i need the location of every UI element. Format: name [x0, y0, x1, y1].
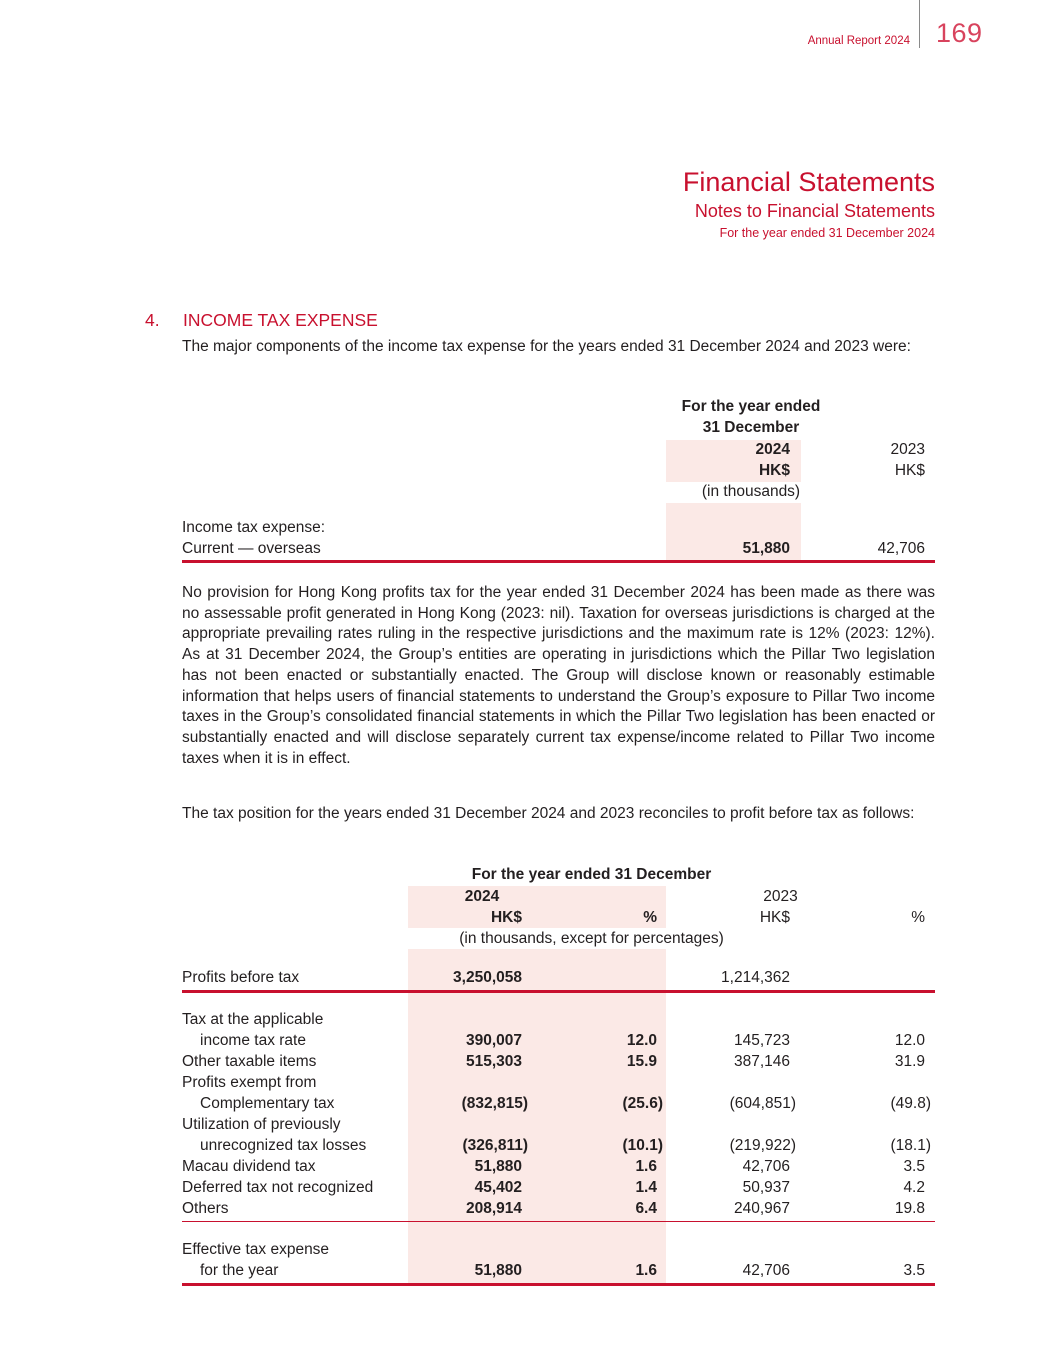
t2-total-label: Effective tax expense	[182, 1241, 330, 1258]
header-divider	[919, 0, 920, 48]
t2-row-label: Utilization of previously	[182, 1116, 341, 1133]
t1-row-label: Income tax expense:	[182, 519, 326, 536]
t2-row-2023-pct: (18.1)	[890, 1137, 931, 1154]
t1-row-value-2023: 42,706	[877, 540, 925, 557]
t2-row-2024: 390,007	[465, 1032, 522, 1049]
t2-row-2023: 50,937	[742, 1179, 790, 1196]
t2-row-2024-pct: (25.6)	[622, 1095, 663, 1112]
t2-row-2023: (604,851)	[729, 1095, 796, 1112]
t2-col-2023-hk: HK$	[759, 909, 790, 926]
page-header	[0, 0, 1055, 60]
t2-row-2023: 42,706	[742, 1158, 790, 1175]
t2-row-label: Profits exempt from	[182, 1074, 317, 1091]
t1-col-2023-year: 2023	[890, 441, 925, 458]
page-number: 169	[936, 18, 983, 48]
t2-row-2023-pct: 3.5	[903, 1158, 925, 1175]
t2-row-2024-pct: 15.9	[626, 1053, 657, 1070]
report-label: Annual Report 2024	[807, 35, 910, 47]
t2-total-2024-pct: 1.6	[635, 1262, 657, 1279]
t2-profit-rule	[182, 990, 935, 993]
intro-paragraph: The major components of the income tax expense for the years ended 31 December 2024 and 2023 were:	[182, 338, 911, 355]
t2-row-2024: 45,402	[474, 1179, 522, 1196]
t2-row-2024-pct: 1.4	[635, 1179, 657, 1196]
t2-col-2024-pct: %	[643, 909, 657, 926]
t2-row-2023-pct: 12.0	[894, 1032, 925, 1049]
t1-col-2024-unit: HK$	[758, 462, 790, 479]
t1-row-label: Current — overseas	[182, 540, 321, 557]
t2-row-2024: (832,815)	[461, 1095, 528, 1112]
t2-profit-2023: 1,214,362	[721, 969, 790, 986]
t2-bottom-rule	[182, 1283, 935, 1286]
t2-row-label: Others	[182, 1200, 229, 1217]
t2-profit-label: Profits before tax	[182, 969, 300, 986]
page-subtitle: Notes to Financial Statements	[694, 201, 935, 221]
section-number: 4.	[145, 310, 160, 330]
t2-row-2023-pct: (49.8)	[890, 1095, 931, 1112]
t1-header-line2: 31 December	[702, 419, 800, 436]
t2-col-2024-year: 2024	[464, 888, 500, 905]
t1-col-2023-unit: HK$	[894, 462, 925, 479]
page-period: For the year ended 31 December 2024	[719, 226, 935, 240]
t2-row-2024-pct: 12.0	[626, 1032, 657, 1049]
t2-col-2024-hk: HK$	[490, 909, 522, 926]
t1-bottom-rule	[182, 560, 935, 563]
t2-row-label: Macau dividend tax	[182, 1158, 316, 1175]
t1-units-note: (in thousands)	[701, 483, 801, 500]
section-title: INCOME TAX EXPENSE	[183, 310, 378, 330]
t2-profit-2024: 3,250,058	[453, 969, 522, 986]
reconcile-paragraph: The tax position for the years ended 31 December 2024 and 2023 reconciles to profit before tax as follows:	[182, 805, 915, 822]
t2-total-2023-pct: 3.5	[903, 1262, 925, 1279]
t2-row-2024-pct: 6.4	[635, 1200, 657, 1217]
t1-col-2024-year: 2024	[755, 441, 790, 458]
title-block	[683, 165, 935, 243]
t2-row-2024: 208,914	[465, 1200, 522, 1217]
tax-reconciliation-table	[182, 864, 935, 1294]
t2-row-2024: 51,880	[474, 1158, 522, 1175]
t2-row-2024-pct: 1.6	[635, 1158, 657, 1175]
t2-total-2024: 51,880	[474, 1262, 522, 1279]
t2-row-label-cont: income tax rate	[200, 1032, 306, 1049]
t2-total-label-cont: for the year	[200, 1262, 279, 1279]
t1-row-value-2024: 51,880	[742, 540, 790, 557]
t2-units-note: (in thousands, except for percentages)	[459, 930, 724, 947]
t2-row-label: Other taxable items	[182, 1053, 317, 1070]
t2-col-2023-year: 2023	[763, 888, 798, 905]
t2-row-2024-pct: (10.1)	[622, 1137, 663, 1154]
income-tax-table	[182, 396, 935, 566]
t2-row-2023-pct: 31.9	[894, 1053, 925, 1070]
t1-header-line1: For the year ended	[681, 398, 821, 415]
t2-row-2024: (326,811)	[462, 1137, 528, 1154]
t2-row-2024: 515,303	[465, 1053, 522, 1070]
t2-col-2023-pct: %	[911, 909, 925, 926]
t2-row-label-cont: Complementary tax	[200, 1095, 335, 1112]
page-title: Financial Statements	[682, 167, 935, 197]
section-heading	[145, 308, 935, 332]
shade-2024-body	[408, 949, 666, 1284]
t2-row-2023-pct: 19.8	[894, 1200, 925, 1217]
t2-header: For the year ended 31 December	[471, 866, 712, 883]
t2-row-label: Deferred tax not recognized	[182, 1179, 374, 1196]
t2-row-2023: (219,922)	[729, 1137, 796, 1154]
t2-row-2023: 387,146	[733, 1053, 790, 1070]
t2-subtotal-rule	[182, 1221, 935, 1222]
t2-row-2023: 145,723	[733, 1032, 790, 1049]
tax-paragraph: No provision for Hong Kong profits tax for the year ended 31 December 2024 has been made as there was no assessable profit generated in Hong Kong (2023: nil). Taxation for overseas jurisdictions is charged at the appropriate prevailing rates ruling in the respective jurisdictions and the maximum rate is 12% (2023: 12%). As at 31 December 2024, the Group’s entities are operating in jurisdictions which the Pillar Two legislation has not been enacted or substantially enacted. The Group will disclose known or reasonably estimable information that helps users of financial statements to understand the Group’s exposure to Pillar Two income taxes in the Group’s consolidated financial statements in which the Pillar Two legislation has been enacted or substantially enacted and will disclose separately current tax expense/income related to Pillar Two income taxes when it is in effect.	[182, 584, 935, 767]
t2-row-2023-pct: 4.2	[903, 1179, 925, 1196]
t2-row-label: Tax at the applicable	[182, 1011, 324, 1028]
t2-total-2023: 42,706	[742, 1262, 790, 1279]
t2-row-label-cont: unrecognized tax losses	[200, 1137, 367, 1154]
t2-row-2023: 240,967	[733, 1200, 790, 1217]
